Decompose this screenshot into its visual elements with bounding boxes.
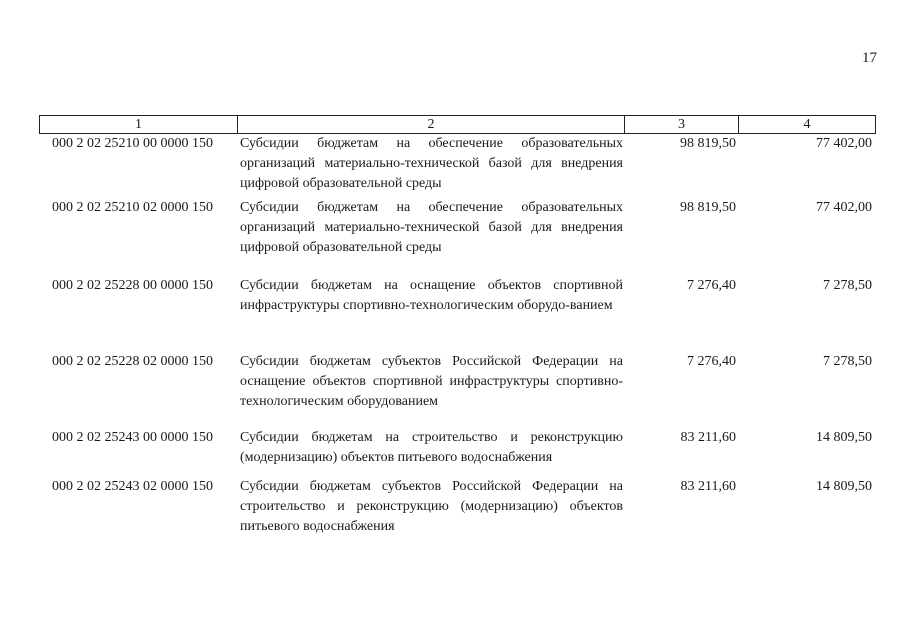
budget-code: 000 2 02 25210 00 0000 150 [52, 136, 213, 151]
value-col3: 83 211,60 [680, 479, 736, 494]
header-cell-2: 2 [238, 116, 625, 133]
header-cell-1: 1 [40, 116, 238, 133]
page-number: 17 [862, 50, 877, 66]
budget-code: 000 2 02 25228 02 0000 150 [52, 354, 213, 369]
row-description: Субсидии бюджетам субъектов Российской Федерации на строительство и реконструкцию (модернизацию) объектов питьевого водоснабжения [240, 479, 623, 534]
value-col4: 77 402,00 [816, 136, 872, 151]
value-col3: 83 211,60 [680, 430, 736, 445]
row-description: Субсидии бюджетам на строительство и реконструкцию (модернизацию) объектов питьевого водоснабжения [240, 430, 623, 465]
value-col4: 14 809,50 [816, 430, 872, 445]
value-col3: 98 819,50 [680, 136, 736, 151]
header-cell-4: 4 [803, 117, 811, 132]
value-col3: 7 276,40 [687, 354, 736, 369]
row-description: Субсидии бюджетам субъектов Российской Федерации на оснащение объектов спортивной инфраструктуры спортивно-технологическим оборудованием [240, 354, 623, 409]
row-description: Субсидии бюджетам на обеспечение образовательных организаций материально-технической базой для внедрения цифровой образовательной среды [240, 200, 623, 255]
header-cell-3: 3 [625, 116, 739, 133]
budget-code: 000 2 02 25243 00 0000 150 [52, 430, 213, 445]
value-col4: 7 278,50 [823, 278, 872, 293]
budget-code: 000 2 02 25228 00 0000 150 [52, 278, 213, 293]
value-col3: 7 276,40 [687, 278, 736, 293]
row-description: Субсидии бюджетам на обеспечение образовательных организаций материально-технической базой для внедрения цифровой образовательной среды [240, 136, 623, 191]
value-col4: 14 809,50 [816, 479, 872, 494]
budget-code: 000 2 02 25210 02 0000 150 [52, 200, 213, 215]
value-col3: 98 819,50 [680, 200, 736, 215]
value-col4: 77 402,00 [816, 200, 872, 215]
budget-code: 000 2 02 25243 02 0000 150 [52, 479, 213, 494]
row-description: Субсидии бюджетам на оснащение объектов спортивной инфраструктуры спортивно-технологическим оборудо-ванием [240, 278, 623, 313]
value-col4: 7 278,50 [823, 354, 872, 369]
table-header [39, 115, 876, 134]
